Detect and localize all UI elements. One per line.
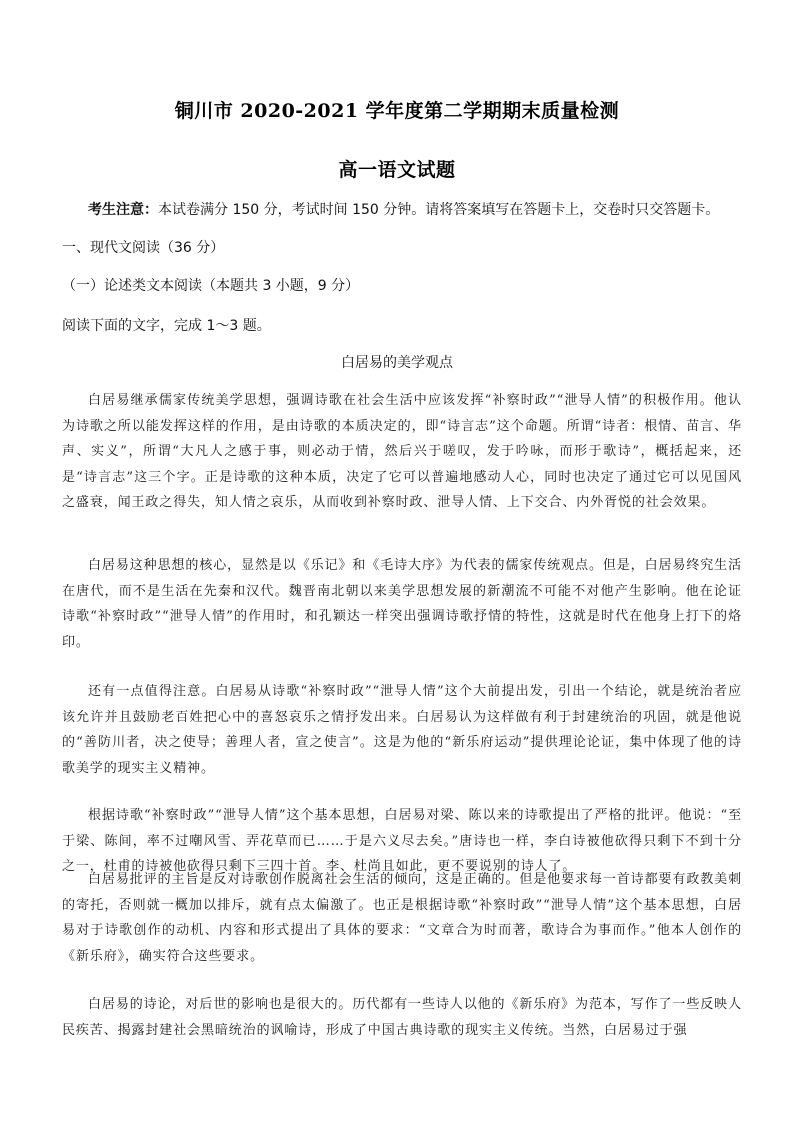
reading-instruction: 阅读下面的文字，完成 1～3 题。 [62, 318, 271, 334]
article-title: 白居易的美学观点 [341, 355, 453, 371]
article-paragraph: 白居易的诗论，对后世的影响也是很大的。历代都有一些诗人以他的《新乐府》为范本，写作了一些反映人民疾苦、揭露封建社会黑暗统治的讽喻诗，形成了中国古典诗歌的现实主义传统。当然，白居易过于强 [62, 997, 742, 1038]
exam-notice [88, 200, 768, 220]
article-paragraph: 白居易这种思想的核心，显然是以《乐记》和《毛诗大序》为代表的儒家传统观点。但是，白居易终究生活在唐代，而不是生活在先秦和汉代。魏晋南北朝以来美学思想发展的新潮流不可能不对他产生影响。他在论证诗歌“补察时政”“泄导人情”的作用时，和孔颖达一样突出强调诗歌抒情的特性，这就是时代在他身上打下的烙印。 [62, 558, 742, 650]
notice-text: 本试卷满分 150 分，考试时间 150 分钟。请将答案填写在答题卡上，交卷时只交答题卡。 [158, 202, 720, 218]
part-heading: （一）论述类文本阅读（本题共 3 小题，9 分） [62, 278, 360, 294]
notice-label: 考生注意： [88, 202, 158, 218]
article-paragraph: 还有一点值得注意。白居易从诗歌“补察时政”“泄导人情”这个大前提出发，引出一个结论，就是统治者应该允许并且鼓励老百姓把心中的喜怒哀乐之情抒发出来。白居易认为这样做有利于封建统治的巩固，就是他说的“善防川者，决之使导；善理人者，宣之使言”。这是为他的“新乐府运动”提供理论论证，集中体现了他的诗歌美学的现实主义精神。 [62, 684, 742, 776]
article-paragraph: 白居易继承儒家传统美学思想，强调诗歌在社会生活中应该发挥“补察时政”“泄导人情”的积极作用。他认为诗歌之所以能发挥这样的作用，是由诗歌的本质决定的，即“诗言志”这个命题。所谓“诗者：根情、苗言、华声、实义”，所谓“大凡人之感于事，则必动于情，然后兴于嗟叹，发于吟咏，而形于歌诗”，概括起来，还是“诗言志”这三个字。正是诗歌的这种本质，决定了它可以普遍地感动人心，同时也决定了通过它可以见国风之盛衰，闻王政之得失，知人情之哀乐，从而收到补察时政、泄导人情、上下交合、内外胥悦的社会效果。 [62, 393, 742, 511]
article-paragraph: 根据诗歌“补察时政”“泄导人情”这个基本思想，白居易对梁、陈以来的诗歌提出了严格的批评。他说：“至于梁、陈间，率不过嘲风雪、弄花草而已……于是六义尽去矣。”唐诗也一样，李白诗被他砍得只剩下不到十分之一，杜甫的诗被他砍得只剩下三四十首。李、杜尚且如此，更不要说别的诗人了。 [62, 808, 742, 875]
article-paragraph: 白居易批评的主旨是反对诗歌创作脱离社会生活的倾向，这是正确的。但是他要求每一首诗都要有政教美刺的寄托，否则就一概加以排斥，就有点太偏激了。也正是根据诗歌“补察时政”“泄导人情”这个基本思想，白居易对于诗歌创作的动机、内容和形式提出了具体的要求：“文章合为时而著，歌诗合为事而作。”他本人创作的《新乐府》，确实符合这些要求。 [62, 872, 742, 964]
section-heading: 一、现代文阅读（36 分） [62, 240, 225, 256]
exam-subject-title: 高一语文试题 [338, 159, 456, 181]
exam-main-title: 铜川市 2020-2021 学年度第二学期期末质量检测 [174, 100, 620, 122]
